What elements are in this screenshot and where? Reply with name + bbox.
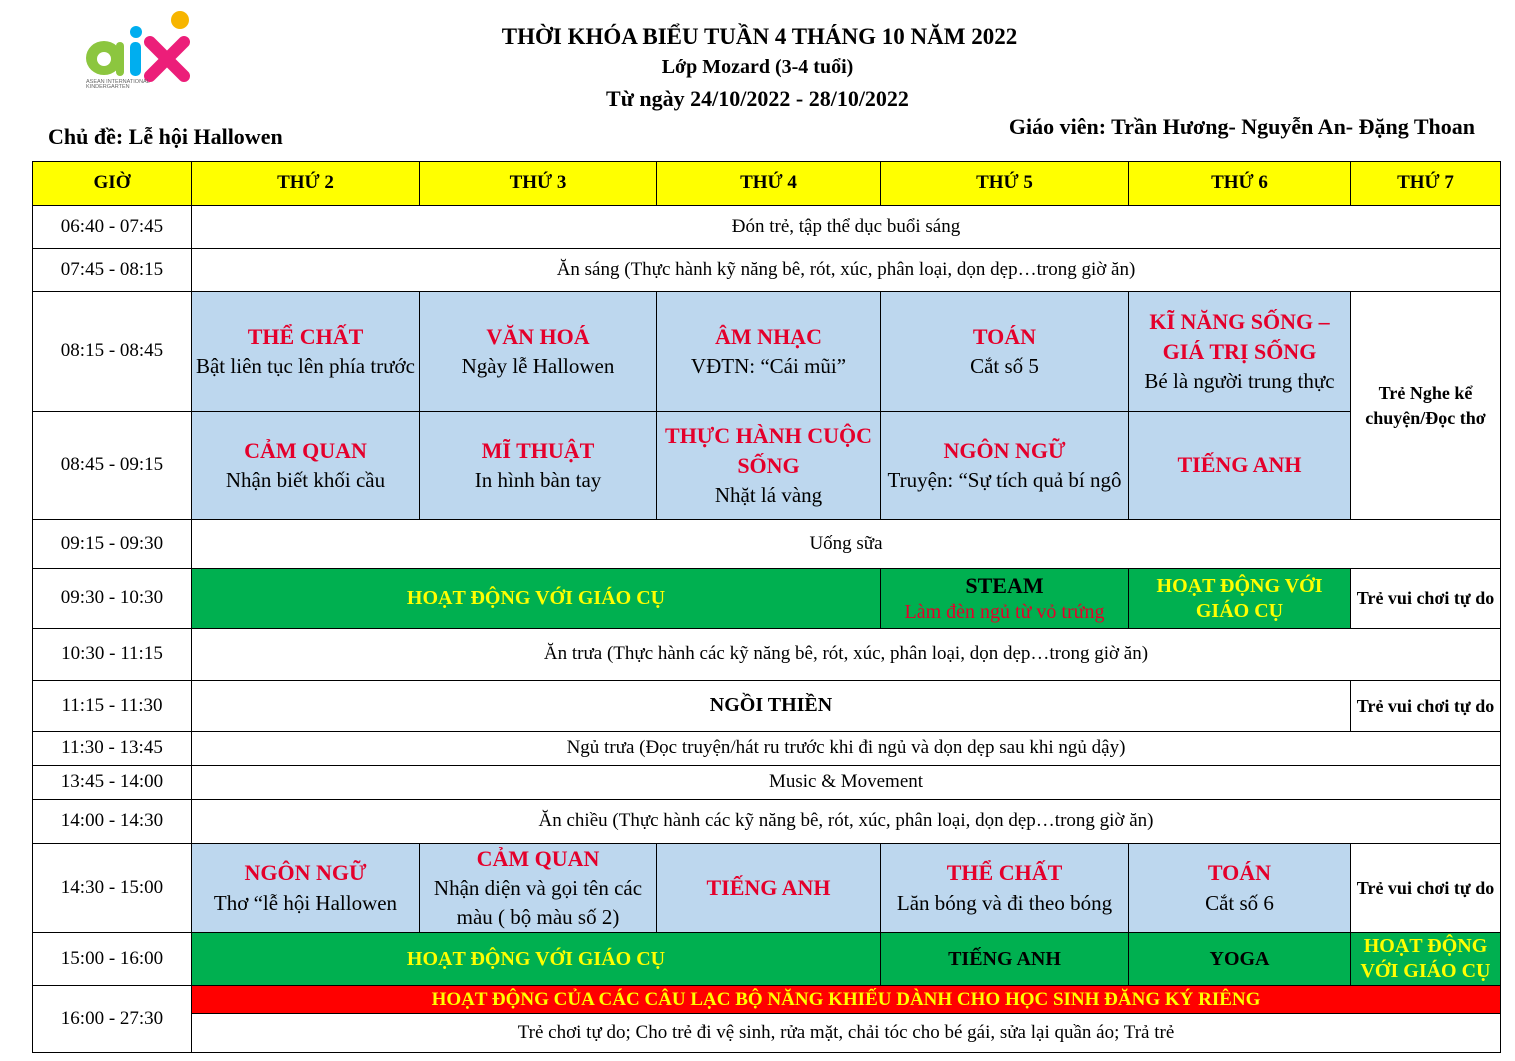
lesson-subject: NGÔN NGỮ: [244, 860, 367, 886]
lesson-cell: [420, 412, 657, 520]
lesson-detail: Thơ “lễ hội Hallowen: [213, 890, 398, 915]
yoga-cell: YOGA: [1129, 933, 1351, 986]
lesson-detail: Ngày lễ Hallowen: [461, 354, 615, 379]
lesson-subject: CẢM QUAN: [244, 437, 367, 463]
time-cell: 07:45 - 08:15: [33, 249, 192, 292]
table-row: [33, 681, 1501, 732]
time-cell: 15:00 - 16:00: [33, 933, 192, 986]
lesson-subject: NGÔN NGỮ: [943, 437, 1066, 463]
lesson-cell: [881, 412, 1129, 520]
table-row: [33, 1014, 1501, 1053]
table-row: [33, 629, 1501, 681]
lesson-detail: Nhặt lá vàng: [714, 483, 823, 508]
activity-cell: Trẻ chơi tự do; Cho trẻ đi vệ sinh, rửa mặt, chải tóc cho bé gái, sửa lại quần áo; Trả trẻ: [192, 1014, 1501, 1053]
time-cell: 14:00 - 14:30: [33, 800, 192, 844]
activity-cell: Ngủ trưa (Đọc truyện/hát ru trước khi đi ngủ và dọn dẹp sau khi ngủ dậy): [192, 732, 1501, 766]
materials-activity-cell: HOẠT ĐỘNG VỚI GIÁO CỤ: [1129, 569, 1351, 629]
lesson-subject: THỰC HÀNH CUỘC SỐNG: [665, 422, 872, 479]
col-header-wed: THỨ 4: [657, 162, 881, 206]
materials-activity-cell: HOẠT ĐỘNG VỚI GIÁO CỤ: [192, 933, 881, 986]
lesson-cell: [192, 412, 420, 520]
time-cell: 11:30 - 13:45: [33, 732, 192, 766]
activity-cell: Ăn trưa (Thực hành các kỹ năng bê, rót, xúc, phân loại, dọn dẹp…trong giờ ăn): [192, 629, 1501, 681]
lesson-detail: Lăn bóng và đi theo bóng: [896, 890, 1113, 915]
lesson-detail: Bật liên tục lên phía trước: [195, 354, 415, 379]
date-range: Từ ngày 24/10/2022 - 28/10/2022: [606, 86, 909, 111]
col-header-sat: THỨ 7: [1351, 162, 1501, 206]
time-cell: 09:30 - 10:30: [33, 569, 192, 629]
saturday-cell: Trẻ vui chơi tự do: [1351, 844, 1501, 933]
topic-label: Chủ đề: Lễ hội Hallowen: [48, 124, 283, 149]
time-cell: 13:45 - 14:00: [33, 766, 192, 800]
table-row: [33, 732, 1501, 766]
lesson-cell: [420, 292, 657, 412]
lesson-subject: THỂ CHẤT: [247, 323, 364, 349]
table-row: [33, 249, 1501, 292]
lesson-subject: TOÁN: [1207, 860, 1272, 886]
lesson-cell: [1129, 292, 1351, 412]
lesson-cell: [657, 844, 881, 933]
table-row: [33, 766, 1501, 800]
lesson-subject: TIẾNG ANH: [706, 874, 831, 900]
col-header-fri: THỨ 6: [1129, 162, 1351, 206]
lesson-detail: In hình bàn tay: [474, 468, 602, 493]
table-row: [33, 933, 1501, 986]
teacher-label: Giáo viên: Trần Hương- Nguyễn An- Đặng Thoan: [1008, 114, 1475, 139]
lesson-cell: [657, 412, 881, 520]
lesson-cell: [420, 844, 657, 933]
steam-cell: [881, 569, 1129, 629]
saturday-cell: Trẻ vui chơi tự do: [1351, 681, 1501, 732]
lesson-subject: CẢM QUAN: [476, 846, 600, 871]
timetable: [32, 161, 1501, 1053]
lesson-detail: Nhận biết khối cầu: [225, 468, 386, 493]
lesson-detail: VĐTN: “Cái mũi”: [690, 354, 847, 379]
activity-cell: Music & Movement: [192, 766, 1501, 800]
table-row: [33, 520, 1501, 569]
table-row: [33, 206, 1501, 249]
materials-activity-cell: HOẠT ĐỘNG VỚI GIÁO CỤ: [1351, 933, 1501, 986]
lesson-detail: Cắt số 5: [970, 354, 1039, 379]
lesson-detail: Truyện: “Sự tích quả bí ngô: [887, 468, 1122, 493]
time-cell: 06:40 - 07:45: [33, 206, 192, 249]
saturday-cell: Trẻ vui chơi tự do: [1351, 569, 1501, 629]
time-cell: 11:15 - 11:30: [33, 681, 192, 732]
header-row: [33, 162, 1501, 206]
lesson-cell: [192, 844, 420, 933]
table-row: [33, 292, 1501, 412]
time-cell: 08:45 - 09:15: [33, 412, 192, 520]
lesson-subject: KĨ NĂNG SỐNG – GIÁ TRỊ SỐNG: [1149, 308, 1330, 365]
col-header-thu: THỨ 5: [881, 162, 1129, 206]
lesson-cell: [881, 844, 1129, 933]
table-row: [33, 986, 1501, 1014]
saturday-cell: Trẻ Nghe kể chuyện/Đọc thơ: [1351, 292, 1501, 520]
lesson-subject: MĨ THUẬT: [481, 437, 595, 463]
lesson-cell: [881, 292, 1129, 412]
activity-cell: Đón trẻ, tập thể dục buổi sáng: [192, 206, 1501, 249]
clubs-bar: HOẠT ĐỘNG CỦA CÁC CÂU LẠC BỘ NĂNG KHIẾU DÀNH CHO HỌC SINH ĐĂNG KÝ RIÊNG: [192, 986, 1501, 1014]
class-name: Lớp Mozard (3-4 tuổi): [661, 56, 854, 78]
page-title: THỜI KHÓA BIỂU TUẦN 4 THÁNG 10 NĂM 2022: [501, 24, 1018, 49]
steam-title: STEAM: [965, 573, 1044, 599]
lesson-cell: [192, 292, 420, 412]
lesson-cell: [657, 292, 881, 412]
lesson-detail: Cắt số 6: [1205, 890, 1274, 915]
time-cell: 14:30 - 15:00: [33, 844, 192, 933]
materials-activity-cell: HOẠT ĐỘNG VỚI GIÁO CỤ: [192, 569, 881, 629]
lesson-subject: VĂN HOÁ: [486, 323, 590, 349]
table-row: [33, 800, 1501, 844]
english-cell: TIẾNG ANH: [881, 933, 1129, 986]
time-cell: 08:15 - 08:45: [33, 292, 192, 412]
lesson-subject: ÂM NHẠC: [715, 323, 822, 349]
table-row: [33, 569, 1501, 629]
time-cell: 16:00 - 27:30: [33, 986, 192, 1053]
svg-text:ASEAN INTERNATIONAL: ASEAN INTERNATIONAL: [86, 79, 150, 85]
lesson-subject: TOÁN: [972, 323, 1037, 349]
lesson-cell: [1129, 844, 1351, 933]
meditation-cell: NGỒI THIỀN: [192, 681, 1351, 732]
svg-text:KINDERGARTEN: KINDERGARTEN: [86, 84, 130, 88]
activity-cell: Ăn sáng (Thực hành kỹ năng bê, rót, xúc, phân loại, dọn dẹp…trong giờ ăn): [192, 249, 1501, 292]
lesson-cell: [1129, 412, 1351, 520]
col-header-tue: THỨ 3: [420, 162, 657, 206]
lesson-detail: Nhận diện và gọi tên các màu ( bộ màu số 2): [433, 876, 643, 930]
table-row: [33, 412, 1501, 520]
table-row: [33, 844, 1501, 933]
time-cell: 09:15 - 09:30: [33, 520, 192, 569]
lesson-subject: THỂ CHẤT: [946, 860, 1063, 886]
col-header-time: GIỜ: [33, 162, 192, 206]
steam-detail: Làm đèn ngủ từ vỏ trứng: [904, 600, 1105, 623]
activity-cell: Uống sữa: [192, 520, 1501, 569]
lesson-subject: TIẾNG ANH: [1177, 452, 1302, 478]
time-cell: 10:30 - 11:15: [33, 629, 192, 681]
activity-cell: Ăn chiều (Thực hành các kỹ năng bê, rót, xúc, phân loại, dọn dẹp…trong giờ ăn): [192, 800, 1501, 844]
col-header-mon: THỨ 2: [192, 162, 420, 206]
lesson-detail: Bé là người trung thực: [1144, 369, 1335, 394]
